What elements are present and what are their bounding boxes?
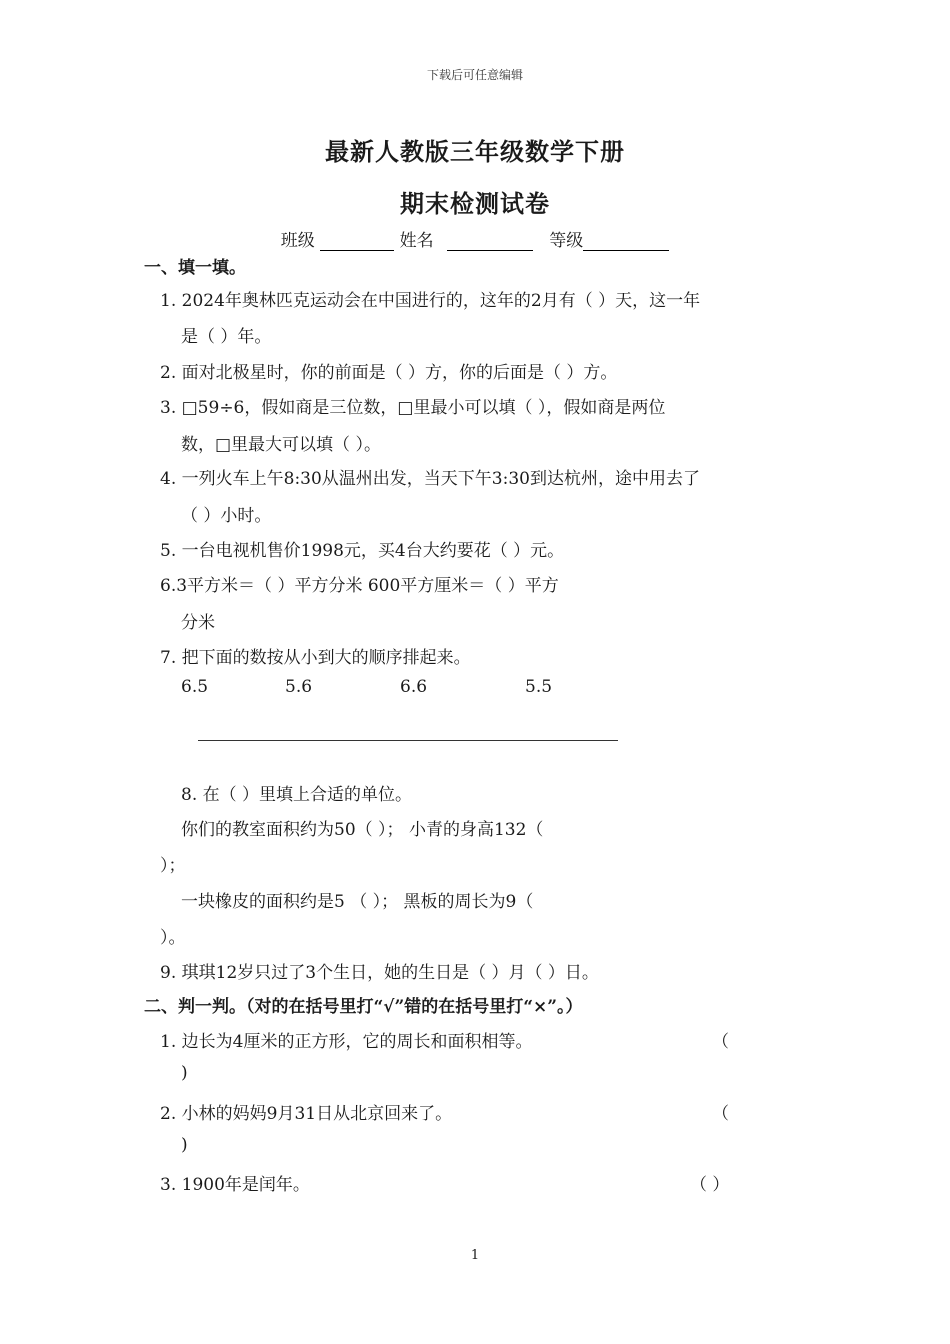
question-line: 是（ ）年。 [181, 327, 272, 347]
page-subtitle: 期末检测试卷 [400, 189, 550, 218]
question-line: 2. 小林的妈妈9月31日从北京回来了。 [160, 1104, 453, 1124]
number-item: 5.6 [285, 677, 313, 697]
class-label: 班级 [280, 231, 315, 251]
grade-blank [583, 232, 669, 251]
question-line: 5. 一台电视机售价1998元，买4台大约要花（ ）元。 [160, 541, 565, 561]
page-title: 最新人教版三年级数学下册 [325, 137, 625, 166]
number-item: 5.5 [525, 677, 553, 697]
question-line: 7. 把下面的数按从小到大的顺序排起来。 [160, 648, 471, 668]
name-label: 姓名 [399, 231, 434, 251]
number-item: 6.5 [181, 677, 209, 697]
page-number: 1 [470, 1248, 480, 1263]
question-line: 8. 在（ ）里填上合适的单位。 [181, 785, 413, 805]
answer-bracket: （ [712, 1104, 729, 1124]
question-line: 分米 [181, 613, 215, 633]
question-line: 2. 面对北极星时，你的前面是（ ）方，你的后面是（ ）方。 [160, 363, 618, 383]
grade-label: 等级 [549, 231, 584, 251]
name-blank [447, 232, 533, 251]
question-line: 3. □59÷6，假如商是三位数，□里最小可以填（ ），假如商是两位 [160, 398, 666, 418]
question-line: 3. 1900年是闰年。 [160, 1175, 310, 1195]
class-blank [320, 232, 394, 251]
answer-bracket: （ [712, 1032, 729, 1052]
section2-heading: 二、判一判。（对的在括号里打“√”错的在括号里打“×”。） [144, 997, 583, 1017]
answer-bracket: ) [181, 1135, 188, 1155]
question-line: ）。 [160, 928, 186, 948]
question-line: 6.3平方米＝（ ）平方分米 600平方厘米＝（ ）平方 [160, 576, 559, 596]
answer-bracket: ) [181, 1063, 188, 1083]
answer-bracket: （ ） [690, 1175, 730, 1195]
question-line: ）； [160, 856, 186, 876]
student-info-line [0, 226, 950, 251]
question-line: 9. 琪琪12岁只过了3个生日，她的生日是（ ）月（ ）日。 [160, 963, 599, 983]
question-line: 1. 边长为4厘米的正方形，它的周长和面积相等。 [160, 1032, 533, 1052]
question-line: 一块橡皮的面积约是5 （ ）； 黑板的周长为9（ [181, 892, 534, 912]
question-line: 4. 一列火车上午8:30从温州出发，当天下午3:30到达杭州，途中用去了 [160, 469, 700, 489]
page-header: 下载后可任意编辑 [426, 68, 523, 82]
section1-heading: 一、填一填。 [144, 258, 246, 278]
question-line: 1. 2024年奥林匹克运动会在中国进行的，这年的2月有（ ）天，这一年 [160, 291, 701, 311]
question-line: 你们的教室面积约为50（ ）； 小青的身高132（ [181, 820, 544, 840]
number-item: 6.6 [400, 677, 428, 697]
answer-line [198, 740, 618, 741]
question-line: 数，□里最大可以填（ ）。 [181, 435, 381, 455]
question-line: （ ）小时。 [181, 506, 272, 526]
